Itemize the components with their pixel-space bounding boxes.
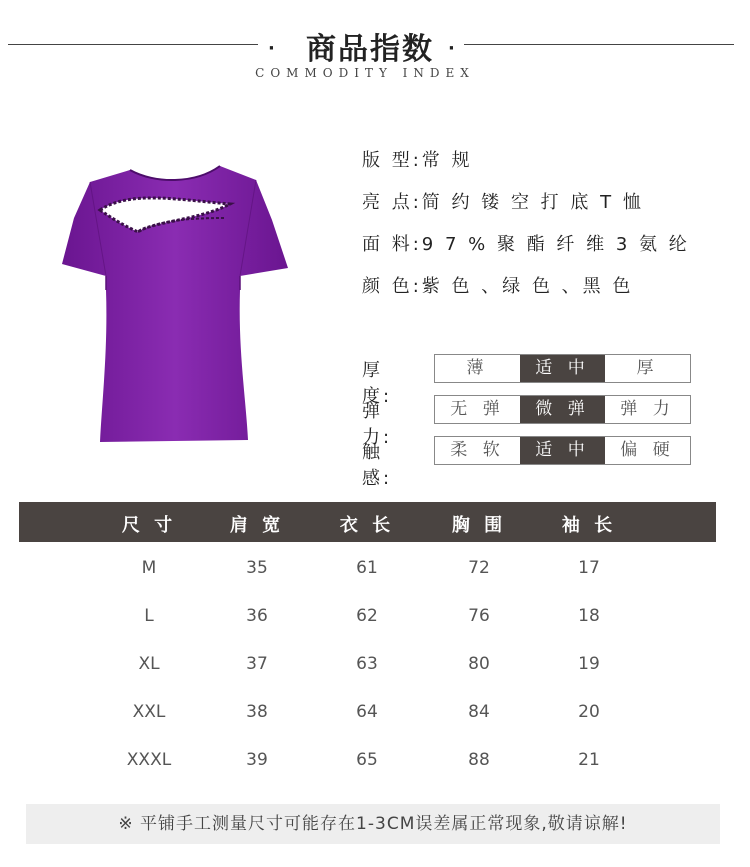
cell-length: 62 xyxy=(356,606,378,626)
column-header-sleeve: 袖 长 xyxy=(561,515,617,536)
measurement-note: ※ 平铺手工测量尺寸可能存在1-3CM误差属正常现象,敬请谅解! xyxy=(26,804,720,844)
cell-sleeve: 18 xyxy=(578,606,600,626)
cell-chest: 72 xyxy=(468,558,490,578)
header-divider-right xyxy=(464,44,734,45)
attr-row-fit xyxy=(362,146,690,188)
cell-size: XL xyxy=(138,654,160,674)
cell-size: XXXL xyxy=(126,750,172,770)
column-header-chest: 胸 围 xyxy=(451,515,507,536)
cell-size: L xyxy=(144,606,154,626)
cell-length: 64 xyxy=(356,702,378,722)
cell-shoulder: 37 xyxy=(246,654,268,674)
attr-label: 颜 色: xyxy=(362,276,422,297)
cell-chest: 80 xyxy=(468,654,490,674)
header-dot-right: · xyxy=(448,38,455,59)
attr-value: 简 约 镂 空 打 底 T 恤 xyxy=(421,192,644,213)
table-row xyxy=(19,638,716,686)
scale-options xyxy=(434,436,691,465)
cell-size: XXL xyxy=(132,702,166,722)
cell-sleeve: 19 xyxy=(578,654,600,674)
table-row xyxy=(19,542,716,590)
attr-value: 紫 色 、绿 色 、黑 色 xyxy=(421,276,634,297)
table-row xyxy=(19,734,716,782)
product-image xyxy=(60,160,290,450)
header xyxy=(0,18,750,88)
table-row xyxy=(19,590,716,638)
cell-shoulder: 35 xyxy=(246,558,268,578)
scale-option-stretch: 弹 力 xyxy=(620,399,675,419)
scale-label: 厚 度: xyxy=(362,360,393,407)
cell-sleeve: 21 xyxy=(578,750,600,770)
attr-label: 面 料: xyxy=(362,234,422,255)
attr-label: 版 型: xyxy=(362,150,422,171)
scale-option-medium: 适 中 xyxy=(520,437,605,464)
attr-row-highlight xyxy=(362,188,690,230)
cell-shoulder: 36 xyxy=(246,606,268,626)
attr-value: 常 规 xyxy=(421,150,473,171)
column-header-shoulder: 肩 宽 xyxy=(229,515,285,536)
header-dot-left: · xyxy=(268,38,275,59)
scale-option-hard: 偏 硬 xyxy=(620,440,675,460)
scale-label: 触 感: xyxy=(362,442,393,489)
scale-option-slight: 微 弹 xyxy=(520,396,605,423)
page-title: 商品指数 xyxy=(306,32,434,67)
attr-row-fabric xyxy=(362,230,690,272)
size-table xyxy=(19,502,716,782)
scale-option-none: 无 弹 xyxy=(450,399,505,419)
page-subtitle: COMMODITY INDEX xyxy=(255,66,475,80)
tshirt-image xyxy=(60,160,290,450)
cell-shoulder: 39 xyxy=(246,750,268,770)
cell-chest: 76 xyxy=(468,606,490,626)
cell-length: 61 xyxy=(356,558,378,578)
header-divider-left xyxy=(8,44,258,45)
cell-sleeve: 20 xyxy=(578,702,600,722)
cell-sleeve: 17 xyxy=(578,558,600,578)
cell-shoulder: 38 xyxy=(246,702,268,722)
attr-row-color xyxy=(362,272,690,314)
size-table-header xyxy=(19,502,716,542)
column-header-length: 衣 长 xyxy=(339,515,395,536)
product-attributes xyxy=(362,146,690,314)
scale-options xyxy=(434,395,691,424)
scale-option-thick: 厚 xyxy=(636,358,659,378)
cell-chest: 88 xyxy=(468,750,490,770)
column-header-size: 尺 寸 xyxy=(121,515,177,536)
scale-option-thin: 薄 xyxy=(466,358,489,378)
attr-label: 亮 点: xyxy=(362,192,422,213)
attr-value: 9 7 % 聚 酯 纤 维 3 氨 纶 xyxy=(421,234,690,255)
table-row xyxy=(19,686,716,734)
cell-length: 65 xyxy=(356,750,378,770)
scale-option-soft: 柔 软 xyxy=(450,440,505,460)
scale-label: 弹 力: xyxy=(362,401,393,448)
cell-size: M xyxy=(141,558,157,578)
cell-chest: 84 xyxy=(468,702,490,722)
cell-length: 63 xyxy=(356,654,378,674)
scale-option-medium: 适 中 xyxy=(520,355,605,382)
scale-options xyxy=(434,354,691,383)
